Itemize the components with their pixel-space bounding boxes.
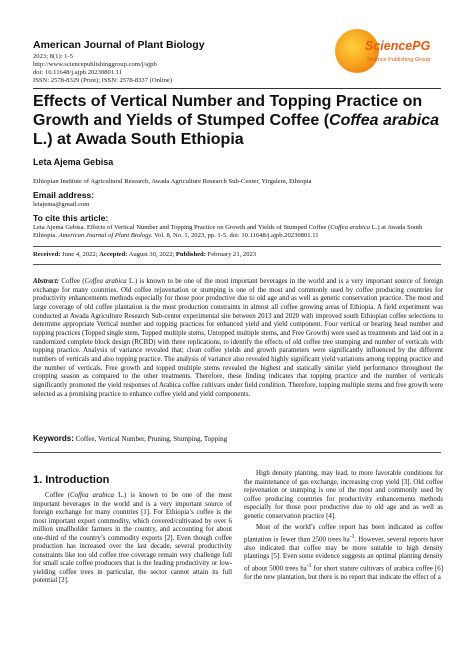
intro-right-column [244,470,443,582]
abstract-label: Abstract: [33,278,60,285]
abstract: Abstract: Coffee (Coffea arabica L.) is known to be one of the most important beverages in the world and is a very important source of foreign exchange for many countries. Old coffee rejuvenation or stumping is one of the most and commonly used by coffee producing countries for productivity enhancements methods especially for those poor productive due to old age and as well as genetic conservation practice. The most and large coverage of old coffee plantation is the most production constraints in almost all coffee growing areas of Ethiopia. A field experiment was conducted at Awada Agriculture Research Sub-center experimental site between 2013 and 2020 with improved south Ethiopian coffee selections to determine appropriate Vertical number and topping practices for enhanced yield and yield component. Four vertical or bearing head number and topping practices (Topped single stem, Topped multiple stems, Untopped multiple stems, and Free Growth) were used as treatments and laid out in a randomized complete block design (RCBD) with three replications, to identify the effects of old coffee tree stumping and number of verticals with topping practice. Analysis of variance revealed that; clean coffee yields and growth parameters were significantly influenced by the different numbers of verticals and also topping practice. The analysis of variance also revealed highly significant yield variations among topping practice and the number of verticals. Free growth and topped multiple stems revealed the highest and statically similar yield performance throughout the cropping season as compared to the other treatments. Therefore, these finding indicates that topping practice and the number of verticals significantly promoted the yield responses of Arabica coffee cultivars under field condition. Therefore, topping multiple stems and free growth were selected as a promising practice to enhance coffee yield and yield components. [33,278,443,398]
dates-divider-bottom [33,264,441,265]
email-heading: Email address: [33,190,95,200]
volume-pages: 2023; 8(1): 1-5 [33,53,73,60]
journal-issn: ISSN: 2578-8329 (Print); ISSN: 2578-8337 (Online) [33,77,173,84]
article-dates: Received: June 4, 2022; Accepted: August 30, 2022; Published: February 21, 2023 [33,251,257,258]
paper-title: Effects of Vertical Number and Topping Practice on Growth and Yields of Stumped Coffee (Coffea arabica L.) at Awada South Ethiopia [33,93,439,148]
keywords-label: Keywords: [33,434,74,443]
publisher-logo [335,25,447,81]
logo-wordmark: SciencePG [365,39,431,53]
intro-paragraph: Most of the world’s coffee report has been indicated as coffee plantation is fewer than 2500 trees $ha^{-1}$. However, several reports have also indicated that coffee may be more suitable to high density plantings [5]. Even some evidence suggests an optimal planting density of about 5000 trees $ha^{-1}$ for short stature cultivars of arabica coffee [6] for the new plantation, but there is no report that indicate the effect of a [244,524,443,581]
journal-url[interactable]: http://www.sciencepublishinggroup.com/j/ajpb [33,61,157,68]
keywords: Keywords: Coffee, Vertical Number, Pruning, Stumping, Topping [33,434,228,443]
intro-paragraph: Coffee (Coffea arabica L.) is known to be one of the most important beverages in the world and is a very important source of foreign exchange for many countries [1]. For Ethiopia’s coffee is the most important export commodity, which covered/cultivated by over 6 million smallholder farmers in the country, and accounting for about one-third of the country’s commodity exports [2]. Even though coffee production has increased over the last decade, several productivity constraints like too old coffee tree coverage remain very challenge full for small scale coffee producers that is the leading productivity or low-yielding coffee trees in particular, the sector cannot attain its full potential [2]. [33,492,232,585]
affiliation: Ethiopian Institute of Agricultural Research, Awada Agriculture Research Sub-Center, Yirgalem, Ethiopia [33,178,312,185]
keywords-divider [33,452,441,453]
citation-text: Leta Ajema Gebisa. Effects of Vertical Number and Topping Practice on Growth and Yields of Stumped Coffee (Coffea arabica L.) at Awada South Ethiopia. American Journal of Plant Biology. Vol. 8, No. 1, 2023, pp. 1-5. doi: 10.11648/j.ajpb.20230801.11 [33,224,423,240]
journal-doi: doi: 10.11648/j.ajpb.20230801.11 [33,69,123,76]
introduction-heading: 1. Introduction [33,474,110,486]
intro-paragraph: High density planting, may lead, to more favorable conditions for the maintenance of gas exchange, increasing crop yield [3]. Old coffee rejuvenation or stumping is one of the most and commonly used by coffee producing countries for productivity enhancements methods especially for those poor productive due to old age and as well as genetic conservation practice [4]. [244,470,443,520]
journal-title: American Journal of Plant Biology [33,39,205,51]
author-name: Leta Ajema Gebisa [33,157,114,167]
logo-subtitle: Science Publishing Group [367,57,431,63]
header-divider [33,88,441,89]
email-address[interactable]: letajema@gmail.com [33,201,90,208]
citation-heading: To cite this article: [33,213,109,223]
title-species: Coffea arabica [329,112,439,129]
dates-divider-top [33,246,441,247]
intro-left-column [33,492,232,586]
